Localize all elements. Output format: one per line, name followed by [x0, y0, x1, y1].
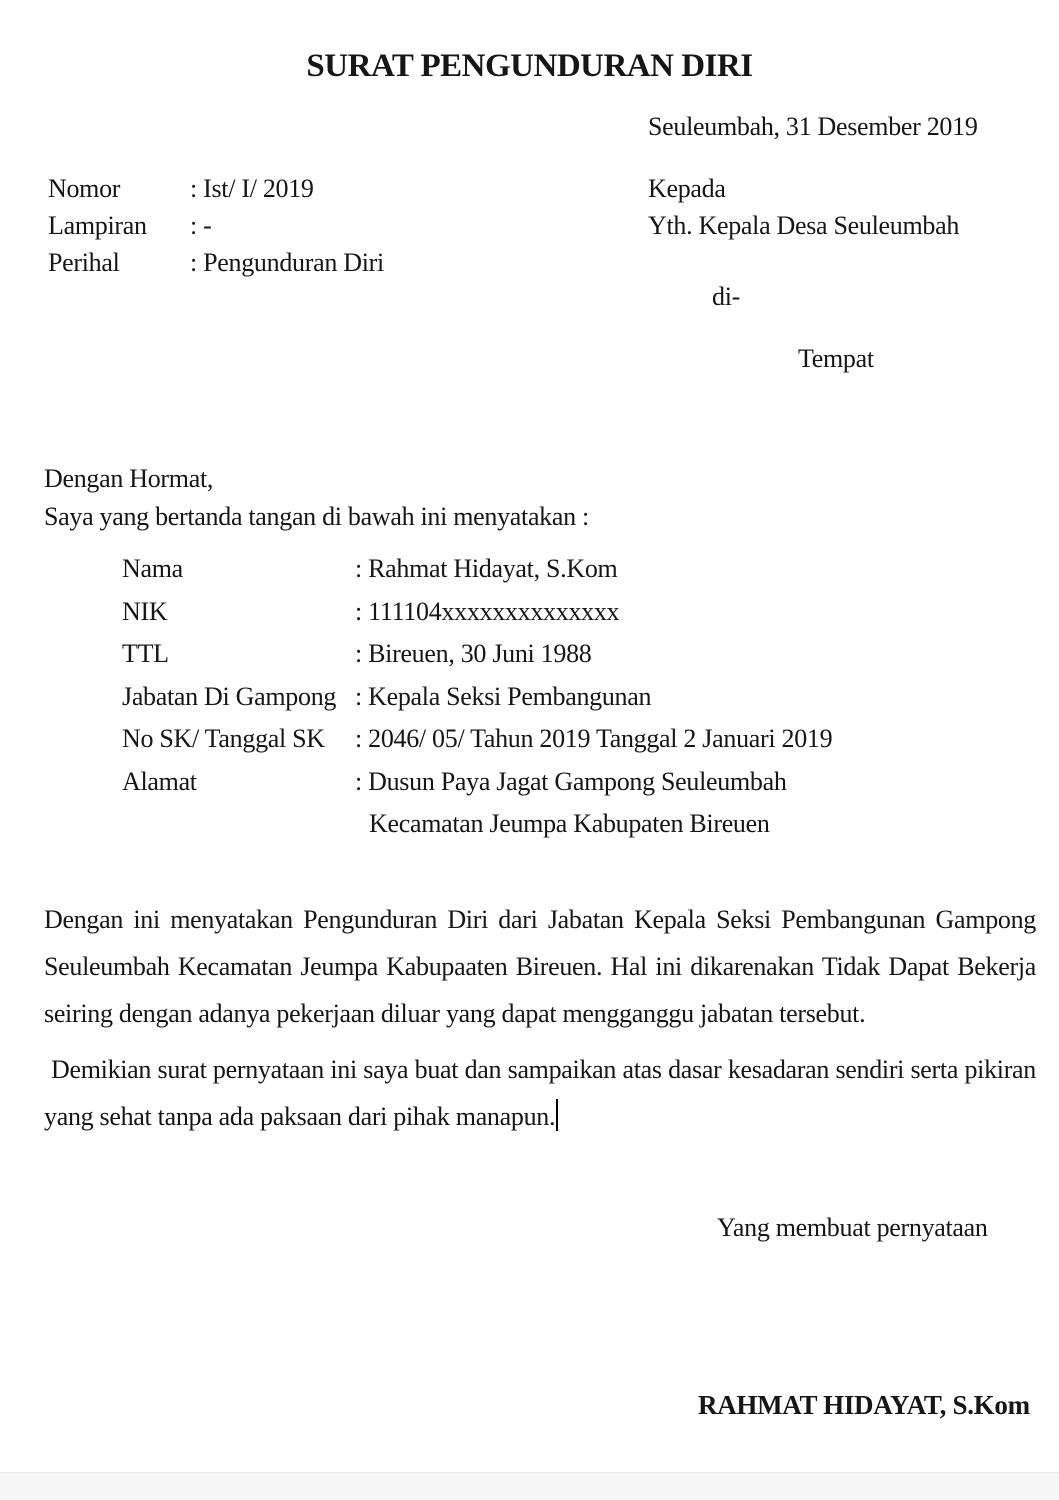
salutation-greeting: Dengan Hormat,	[44, 464, 214, 493]
details-label	[122, 803, 355, 846]
details-label: NIK	[122, 596, 168, 626]
window-bottom-bar	[0, 1472, 1059, 1500]
meta-row-perihal	[48, 244, 384, 281]
letter-title: SURAT PENGUNDURAN DIRI	[306, 48, 753, 84]
closing-line: Yang membuat pernyataan	[717, 1213, 988, 1242]
details-value: : Dusun Paya Jagat Gampong Seuleumbah	[355, 766, 787, 796]
recipient-tempat: Tempat	[798, 344, 874, 373]
details-label: Jabatan Di Gampong	[122, 681, 337, 711]
letter-meta-block	[48, 170, 384, 281]
meta-row-lampiran	[48, 207, 384, 244]
body-paragraph-2-text: Demikian surat pernyataan ini saya buat dan sampaikan atas dasar kesadaran sendiri serta pikiran yang sehat tanpa ada paksaan dari pihak manapun.	[44, 1055, 1036, 1131]
details-row-nama	[122, 548, 832, 591]
meta-row-nomor	[48, 170, 384, 207]
meta-value: : Ist/ I/ 2019	[190, 174, 314, 203]
body-paragraph-1: Dengan ini menyatakan Pengunduran Diri dari Jabatan Kepala Seksi Pembangunan Gampong Seuleumbah Kecamatan Jeumpa Kabupaaten Bireuen. Hal ini dikarenakan Tidak Dapat Bekerja seiring dengan adanya pekerjaan diluar yang dapat mengganggu jabatan tersebut.	[44, 905, 1036, 1028]
text-cursor	[556, 1099, 558, 1131]
details-row-jabatan	[122, 676, 832, 719]
details-value: Kecamatan Jeumpa Kabupaten Bireuen	[369, 809, 770, 838]
meta-value: : Pengunduran Diri	[190, 248, 384, 277]
meta-label: Perihal	[48, 248, 120, 277]
signatory-details-block	[122, 548, 832, 846]
details-value: : 2046/ 05/ Tahun 2019 Tanggal 2 Januari 2019	[355, 724, 833, 753]
body-paragraph-2	[44, 1046, 1036, 1140]
details-value: : Kepala Seksi Pembangunan	[355, 681, 652, 711]
recipient-kepada: Kepada	[648, 174, 726, 203]
meta-label: Lampiran	[48, 211, 147, 240]
details-row-ttl	[122, 633, 832, 676]
salutation-block	[44, 460, 589, 536]
details-label: Nama	[122, 554, 183, 583]
details-row-nik	[122, 591, 832, 634]
details-label: No SK/ Tanggal SK	[122, 724, 325, 753]
signatory-name: RAHMAT HIDAYAT, S.Kom	[698, 1390, 1030, 1420]
recipient-name: Yth. Kepala Desa Seuleumbah	[648, 211, 960, 240]
date-line: Seuleumbah, 31 Desember 2019	[648, 112, 978, 141]
details-value: : Bireuen, 30 Juni 1988	[355, 639, 592, 668]
salutation-intro: Saya yang bertanda tangan di bawah ini menyatakan :	[44, 502, 589, 531]
details-row-sk	[122, 718, 832, 761]
details-row-alamat-continuation	[122, 803, 832, 846]
recipient-di: di-	[712, 282, 740, 311]
details-label: TTL	[122, 639, 169, 668]
meta-label: Nomor	[48, 174, 121, 203]
details-label: Alamat	[122, 766, 197, 796]
meta-value: : -	[190, 211, 212, 240]
details-value: : 111104xxxxxxxxxxxxxx	[355, 596, 620, 626]
recipient-block	[648, 170, 959, 244]
details-row-alamat	[122, 761, 832, 804]
details-value: : Rahmat Hidayat, S.Kom	[355, 554, 618, 583]
